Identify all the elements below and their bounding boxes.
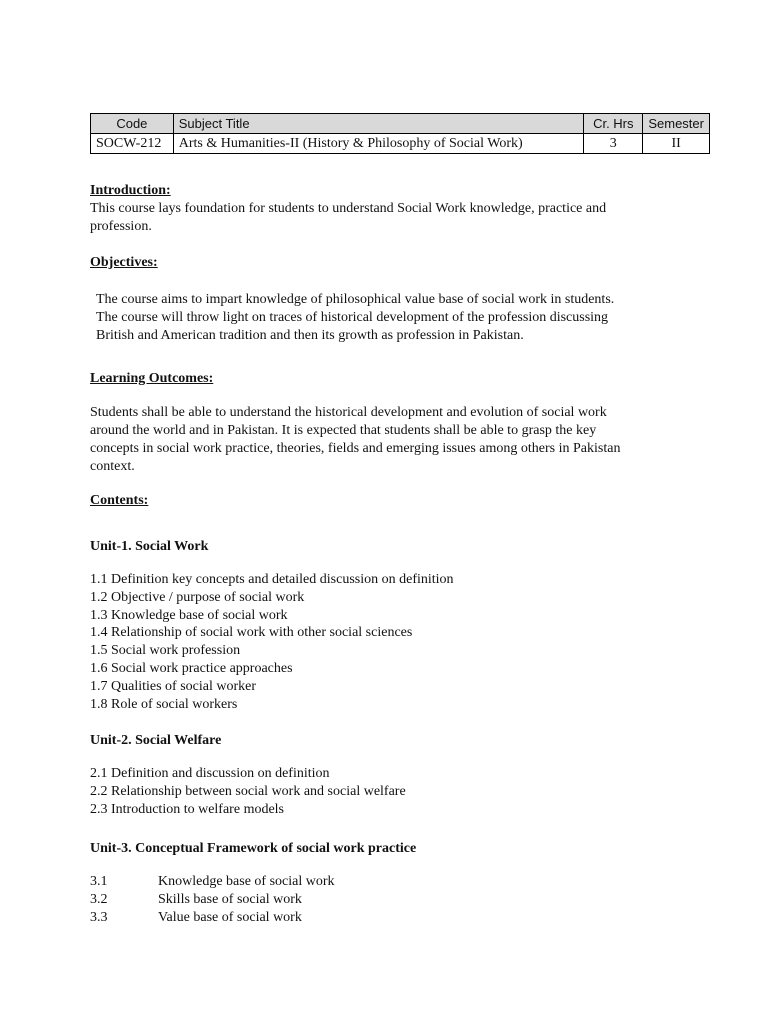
list-item: 1.5 Social work profession [90, 643, 241, 659]
text-line: profession. [90, 219, 152, 234]
item-number: 3.3 [90, 909, 108, 925]
list-item: 2.2 Relationship between social work and social welfare [90, 783, 406, 799]
learning-outcomes-text [90, 404, 678, 476]
objectives-text [96, 291, 684, 345]
cell-subject-title: Arts & Humanities-II (History & Philosophy of Social Work) [173, 134, 584, 154]
list-item: 1.1 Definition key concepts and detailed discussion on definition [90, 572, 454, 587]
text-line: around the world and in Pakistan. It is expected that students shall be able to grasp the key [90, 423, 597, 438]
list-item [90, 891, 678, 909]
header-credit-hours: Cr. Hrs [584, 114, 643, 134]
list-item [90, 873, 678, 891]
table-row [91, 134, 710, 154]
text-line: The course aims to impart knowledge of philosophical value base of social work in students. [96, 292, 615, 307]
cell-credit-hours: 3 [584, 134, 643, 154]
list-item: 2.1 Definition and discussion on definition [90, 766, 330, 781]
introduction-heading: Introduction: [90, 183, 171, 198]
list-item: 1.7 Qualities of social worker [90, 678, 257, 694]
item-text: Skills base of social work [158, 891, 302, 907]
objectives-heading: Objectives: [90, 255, 158, 270]
item-text: Value base of social work [158, 909, 302, 925]
header-subject-title: Subject Title [173, 114, 584, 134]
unit-3-list [90, 873, 678, 926]
table-header-row [91, 114, 710, 134]
item-number: 3.1 [90, 874, 108, 889]
introduction-text [90, 200, 678, 236]
list-item: 1.3 Knowledge base of social work [90, 607, 288, 623]
item-number: 3.2 [90, 891, 108, 907]
contents-heading: Contents: [90, 493, 149, 508]
text-line: British and American tradition and then its growth as profession in Pakistan. [96, 328, 524, 343]
course-info-table [90, 113, 710, 154]
list-item: 1.2 Objective / purpose of social work [90, 589, 305, 605]
learning-outcomes-heading: Learning Outcomes: [90, 371, 214, 386]
unit-3-title: Unit-3. Conceptual Framework of social work practice [90, 841, 417, 856]
unit-2-title: Unit-2. Social Welfare [90, 733, 222, 748]
header-code: Code [91, 114, 174, 134]
text-line: context. [90, 459, 135, 474]
list-item: 1.4 Relationship of social work with other social sciences [90, 625, 413, 641]
list-item: 2.3 Introduction to welfare models [90, 801, 285, 817]
cell-semester: II [643, 134, 710, 154]
header-semester: Semester [643, 114, 710, 134]
list-item: 1.6 Social work practice approaches [90, 660, 293, 676]
text-line: This course lays foundation for students to understand Social Work knowledge, practice and [90, 201, 607, 216]
text-line: concepts in social work practice, theories, fields and emerging issues among others in Pakistan [90, 441, 621, 456]
text-line: The course will throw light on traces of historical development of the profession discussing [96, 310, 609, 325]
cell-code: SOCW-212 [91, 134, 174, 154]
unit-1-title: Unit-1. Social Work [90, 539, 209, 554]
list-item [90, 909, 678, 927]
unit-1-list [90, 571, 678, 713]
item-text: Knowledge base of social work [158, 874, 335, 889]
unit-2-list [90, 765, 678, 818]
text-line: Students shall be able to understand the historical development and evolution of social work [90, 405, 607, 420]
list-item: 1.8 Role of social workers [90, 696, 238, 712]
